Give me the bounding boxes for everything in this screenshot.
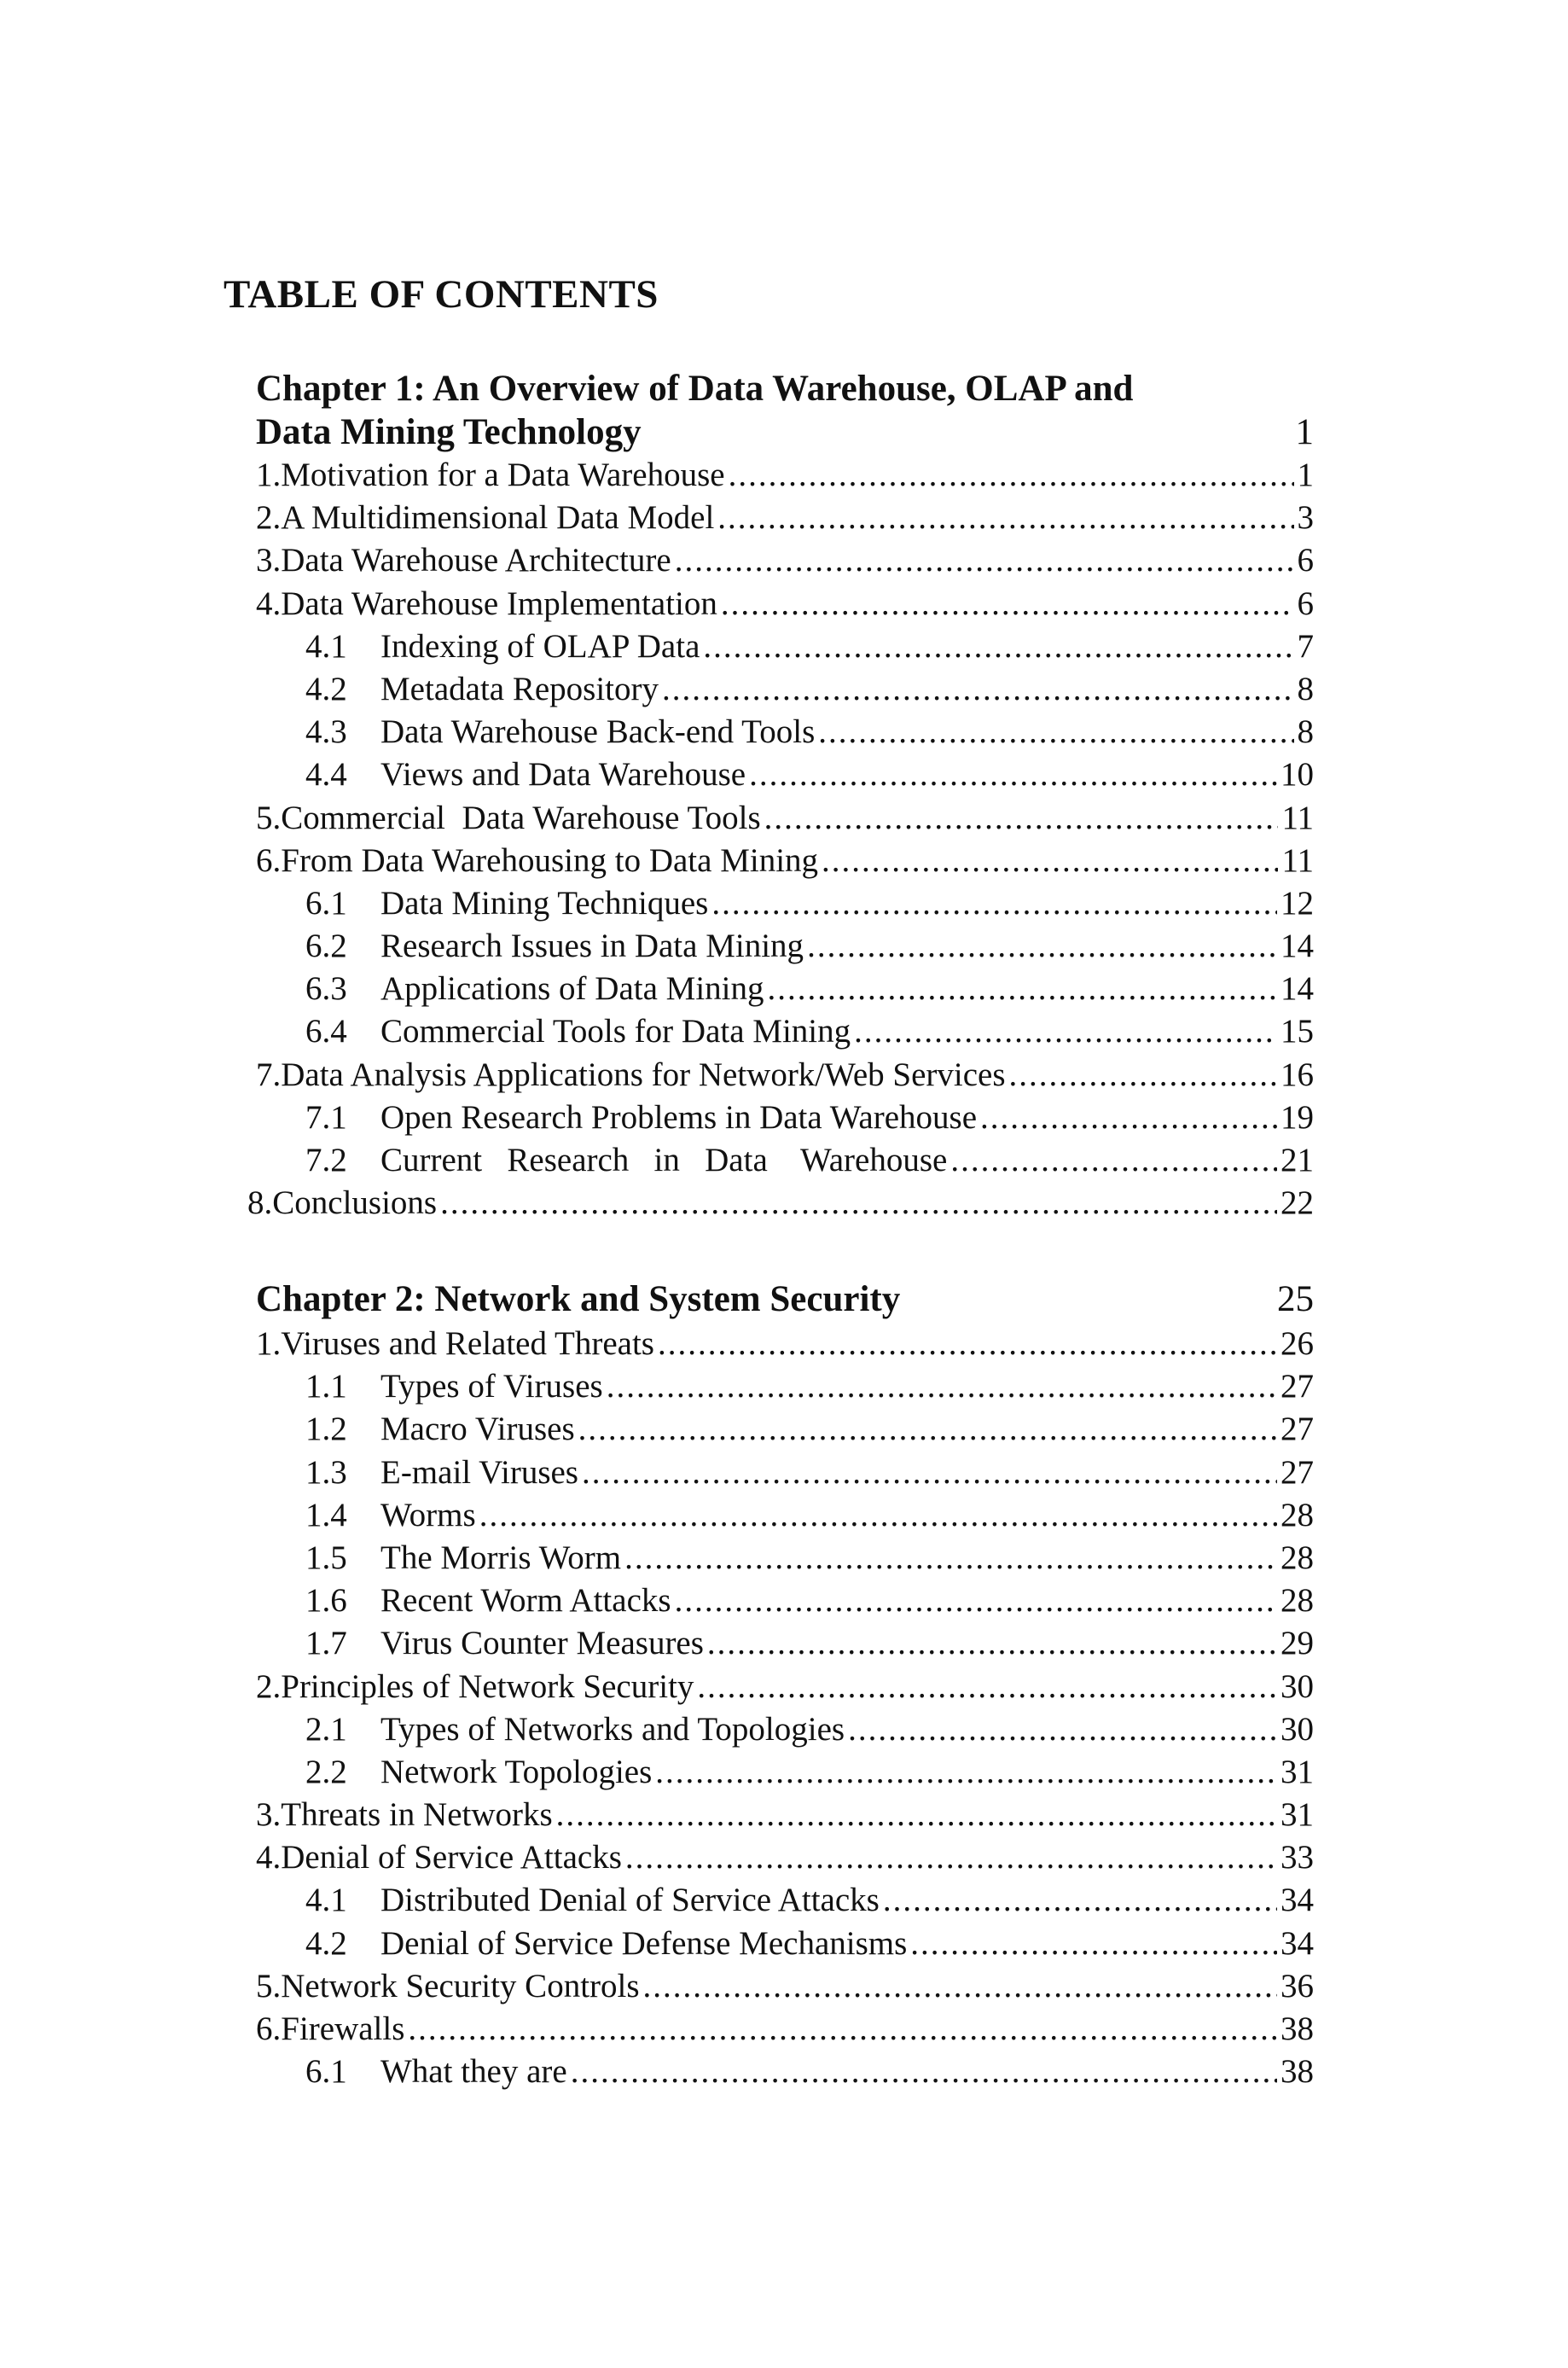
dot-leader	[1009, 1054, 1277, 1097]
toc-entry	[256, 1794, 1314, 1836]
dot-leader	[707, 1622, 1277, 1665]
toc-subentry	[256, 1365, 1314, 1408]
toc-subentry	[256, 753, 1314, 796]
dot-leader	[643, 1965, 1277, 2008]
entry-number: 6.1	[305, 884, 347, 922]
entry-label: Firewalls	[281, 2010, 405, 2047]
entry-page: 27	[1281, 1411, 1314, 1448]
dot-leader	[578, 1408, 1277, 1451]
entry-page: 31	[1281, 1753, 1314, 1790]
entry-page: 34	[1281, 1924, 1314, 1962]
toc-subentry	[256, 1139, 1314, 1182]
entry-label: Research Issues in Data Mining	[380, 928, 804, 965]
entry-page: 38	[1281, 2010, 1314, 2047]
entry-page: 30	[1281, 1710, 1314, 1748]
entry-number: 6.3	[305, 970, 347, 1008]
entry-number: 7.2	[305, 1142, 347, 1178]
toc-entry	[256, 497, 1314, 539]
toc-subentry	[256, 968, 1314, 1010]
entry-label: Commercial Data Warehouse Tools	[281, 799, 761, 836]
entry-page: 27	[1281, 1368, 1314, 1405]
toc-subentry	[256, 625, 1314, 668]
entry-label: Data Analysis Applications for Network/Web Services	[281, 1056, 1006, 1093]
entry-label: Data Warehouse Implementation	[281, 585, 717, 622]
entry-label: A Multidimensional Data Model	[281, 499, 715, 537]
toc-subentry	[256, 1537, 1314, 1580]
chapter-1-heading-line1: Chapter 1: An Overview of Data Warehouse, OLAP and	[256, 369, 1134, 409]
entry-number: 4.1	[305, 627, 347, 665]
entry-page: 22	[1281, 1184, 1314, 1222]
entry-page: 3	[1297, 499, 1314, 537]
entry-number: 7.	[256, 1056, 282, 1093]
entry-label: From Data Warehousing to Data Mining	[281, 841, 819, 879]
dot-leader	[711, 882, 1277, 925]
entry-number: 6.	[256, 841, 282, 879]
entry-label: Data Mining Techniques	[380, 884, 709, 922]
toc-entry	[256, 2008, 1314, 2051]
entry-page: 21	[1281, 1142, 1314, 1178]
toc-subentry	[256, 882, 1314, 925]
dot-leader	[408, 2008, 1277, 2051]
entry-page: 6	[1297, 542, 1314, 579]
toc-subentry	[256, 1452, 1314, 1494]
toc-entry	[256, 1666, 1314, 1708]
entry-number: 2.	[256, 1667, 282, 1705]
entry-page: 7	[1297, 627, 1314, 665]
entry-label: Threats in Networks	[281, 1796, 553, 1834]
chapter-2-heading	[256, 1277, 1314, 1323]
toc-entry	[256, 539, 1314, 582]
toc-entry	[256, 1965, 1314, 2008]
toc-entry	[256, 1323, 1314, 1365]
entry-label: Indexing of OLAP Data	[380, 627, 700, 665]
chapter-2-section	[256, 1277, 1314, 2093]
entry-label: Types of Networks and Topologies	[380, 1710, 845, 1748]
dot-leader	[624, 1537, 1277, 1580]
entry-label: E-mail Viruses	[380, 1453, 578, 1491]
dot-leader	[729, 454, 1294, 497]
entry-number: 7.1	[305, 1098, 347, 1136]
entry-label: Macro Viruses	[380, 1411, 575, 1448]
dot-leader	[658, 1323, 1277, 1365]
entry-number: 2.2	[305, 1753, 347, 1790]
entry-page: 28	[1281, 1539, 1314, 1576]
toc-entry	[247, 1182, 1314, 1225]
entry-number: 4.2	[305, 670, 347, 707]
dot-leader	[854, 1010, 1277, 1053]
entry-label: Denial of Service Attacks	[281, 1839, 622, 1876]
toc-subentry	[256, 1010, 1314, 1053]
dot-leader	[950, 1139, 1277, 1182]
entry-label: Worms	[380, 1496, 476, 1533]
entry-number: 3.	[256, 542, 282, 579]
dot-leader	[625, 1836, 1277, 1879]
entry-label: Principles of Network Security	[281, 1667, 694, 1705]
dot-leader	[980, 1097, 1277, 1139]
toc-subentry	[256, 1751, 1314, 1794]
entry-label: Network Security Controls	[281, 1967, 640, 2004]
entry-number: 1.	[256, 1325, 282, 1362]
entry-page: 19	[1281, 1098, 1314, 1136]
entry-label: Recent Worm Attacks	[380, 1582, 671, 1620]
entry-page: 26	[1281, 1325, 1314, 1362]
entry-label: Commercial Tools for Data Mining	[380, 1013, 851, 1050]
entry-label: The Morris Worm	[380, 1539, 622, 1576]
chapter-2-title: Chapter 2: Network and System Security	[256, 1279, 901, 1319]
toc-entry	[256, 454, 1314, 497]
entry-page: 30	[1281, 1667, 1314, 1705]
entry-number: 1.7	[305, 1625, 347, 1662]
entry-number: 3.	[256, 1796, 282, 1834]
entry-page: 11	[1281, 841, 1314, 879]
entry-page: 34	[1281, 1882, 1314, 1919]
entry-label: What they are	[380, 2053, 567, 2091]
toc-subentry	[256, 2051, 1314, 2093]
chapter-2-page: 25	[1277, 1279, 1314, 1319]
entry-label: Current Research in Data Warehouse	[380, 1142, 948, 1178]
chapter-1-section	[247, 367, 1314, 1225]
entry-number: 1.6	[305, 1582, 347, 1620]
entry-number: 2.1	[305, 1710, 347, 1748]
entry-number: 2.	[256, 499, 282, 537]
entry-number: 8.	[247, 1184, 273, 1222]
entry-page: 1	[1297, 457, 1314, 493]
dot-leader	[440, 1182, 1277, 1225]
entry-page: 8	[1297, 670, 1314, 707]
entry-number: 6.	[256, 2010, 282, 2047]
entry-number: 4.2	[305, 1924, 347, 1962]
entry-label: Conclusions	[272, 1184, 438, 1222]
entry-label: Types of Viruses	[380, 1368, 603, 1405]
dot-leader	[697, 1666, 1277, 1708]
entry-page: 33	[1281, 1839, 1314, 1876]
entry-page: 29	[1281, 1625, 1314, 1662]
dot-leader	[768, 968, 1277, 1010]
entry-page: 36	[1281, 1967, 1314, 2004]
toc-subentry	[256, 1879, 1314, 1922]
entry-label: Viruses and Related Threats	[281, 1325, 654, 1362]
toc-subentry	[256, 668, 1314, 711]
entry-number: 1.3	[305, 1453, 347, 1491]
chapter-2-entries	[256, 1323, 1314, 2093]
entry-page: 31	[1281, 1796, 1314, 1834]
entry-page: 8	[1297, 713, 1314, 751]
entry-number: 6.2	[305, 928, 347, 965]
entry-number: 6.4	[305, 1013, 347, 1050]
toc-subentry	[256, 1097, 1314, 1139]
toc-subentry	[256, 925, 1314, 968]
dot-leader	[662, 668, 1294, 711]
toc-entry	[256, 583, 1314, 625]
dot-leader	[479, 1494, 1277, 1537]
entry-page: 28	[1281, 1496, 1314, 1533]
page-title: TABLE OF CONTENTS	[224, 272, 659, 317]
dot-leader	[848, 1708, 1277, 1751]
dot-leader	[822, 840, 1278, 882]
entry-page: 10	[1281, 756, 1314, 794]
toc-subentry	[256, 711, 1314, 753]
entry-number: 4.	[256, 585, 282, 622]
entry-number: 6.1	[305, 2053, 347, 2091]
entry-label: Virus Counter Measures	[380, 1625, 704, 1662]
entry-label: Motivation for a Data Warehouse	[281, 457, 725, 493]
entry-label: Open Research Problems in Data Warehouse	[380, 1098, 978, 1136]
entry-page: 12	[1281, 884, 1314, 922]
toc-entry	[256, 797, 1314, 840]
entry-label: Data Warehouse Architecture	[281, 542, 671, 579]
toc-entry	[256, 840, 1314, 882]
entry-number: 1.1	[305, 1368, 347, 1405]
dot-leader	[721, 583, 1294, 625]
dot-leader	[655, 1751, 1277, 1794]
dot-leader	[764, 797, 1279, 840]
toc-subentry	[256, 1923, 1314, 1965]
toc-subentry	[256, 1622, 1314, 1665]
toc-subentry	[256, 1494, 1314, 1537]
entry-page: 14	[1281, 928, 1314, 965]
entry-number: 5.	[256, 1967, 282, 2004]
dot-leader	[607, 1365, 1277, 1408]
entry-number: 4.4	[305, 756, 347, 794]
entry-number: 4.3	[305, 713, 347, 751]
chapter-1-heading	[256, 367, 1314, 454]
entry-number: 4.	[256, 1839, 282, 1876]
dot-leader	[571, 2051, 1277, 2093]
entry-page: 15	[1281, 1013, 1314, 1050]
chapter-1-page: 1	[1295, 412, 1314, 452]
entry-label: Applications of Data Mining	[380, 970, 764, 1008]
entry-number: 1.	[256, 457, 282, 493]
entry-page: 14	[1281, 970, 1314, 1008]
toc-entry	[256, 1054, 1314, 1097]
entry-page: 6	[1297, 585, 1314, 622]
dot-leader	[883, 1879, 1277, 1922]
entry-label: Network Topologies	[380, 1753, 653, 1790]
dot-leader	[675, 1580, 1277, 1622]
entry-label: Metadata Repository	[380, 670, 659, 707]
dot-leader	[818, 711, 1293, 753]
entry-number: 1.5	[305, 1539, 347, 1576]
toc-subentry	[256, 1408, 1314, 1451]
dot-leader	[675, 539, 1294, 582]
entry-label: Views and Data Warehouse	[380, 756, 746, 794]
entry-number: 1.2	[305, 1411, 347, 1448]
entry-page: 16	[1281, 1056, 1314, 1093]
entry-label: Data Warehouse Back-end Tools	[380, 713, 816, 751]
chapter-1-heading-line2: Data Mining Technology	[256, 412, 642, 452]
dot-leader	[807, 925, 1277, 968]
dot-leader	[582, 1452, 1277, 1494]
dot-leader	[556, 1794, 1277, 1836]
chapter-1-entries	[247, 454, 1314, 1225]
dot-leader	[717, 497, 1293, 539]
entry-number: 1.4	[305, 1496, 347, 1533]
entry-number: 4.1	[305, 1882, 347, 1919]
entry-label: Denial of Service Defense Mechanisms	[380, 1924, 908, 1962]
entry-page: 28	[1281, 1582, 1314, 1620]
toc-subentry	[256, 1580, 1314, 1622]
entry-page: 38	[1281, 2053, 1314, 2091]
dot-leader	[703, 625, 1293, 668]
dot-leader	[910, 1923, 1277, 1965]
entry-page: 27	[1281, 1453, 1314, 1491]
toc-subentry	[256, 1708, 1314, 1751]
dot-leader	[749, 753, 1277, 796]
entry-page: 11	[1281, 799, 1314, 836]
toc-entry	[256, 1836, 1314, 1879]
entry-label: Distributed Denial of Service Attacks	[380, 1882, 880, 1919]
entry-number: 5.	[256, 799, 282, 836]
